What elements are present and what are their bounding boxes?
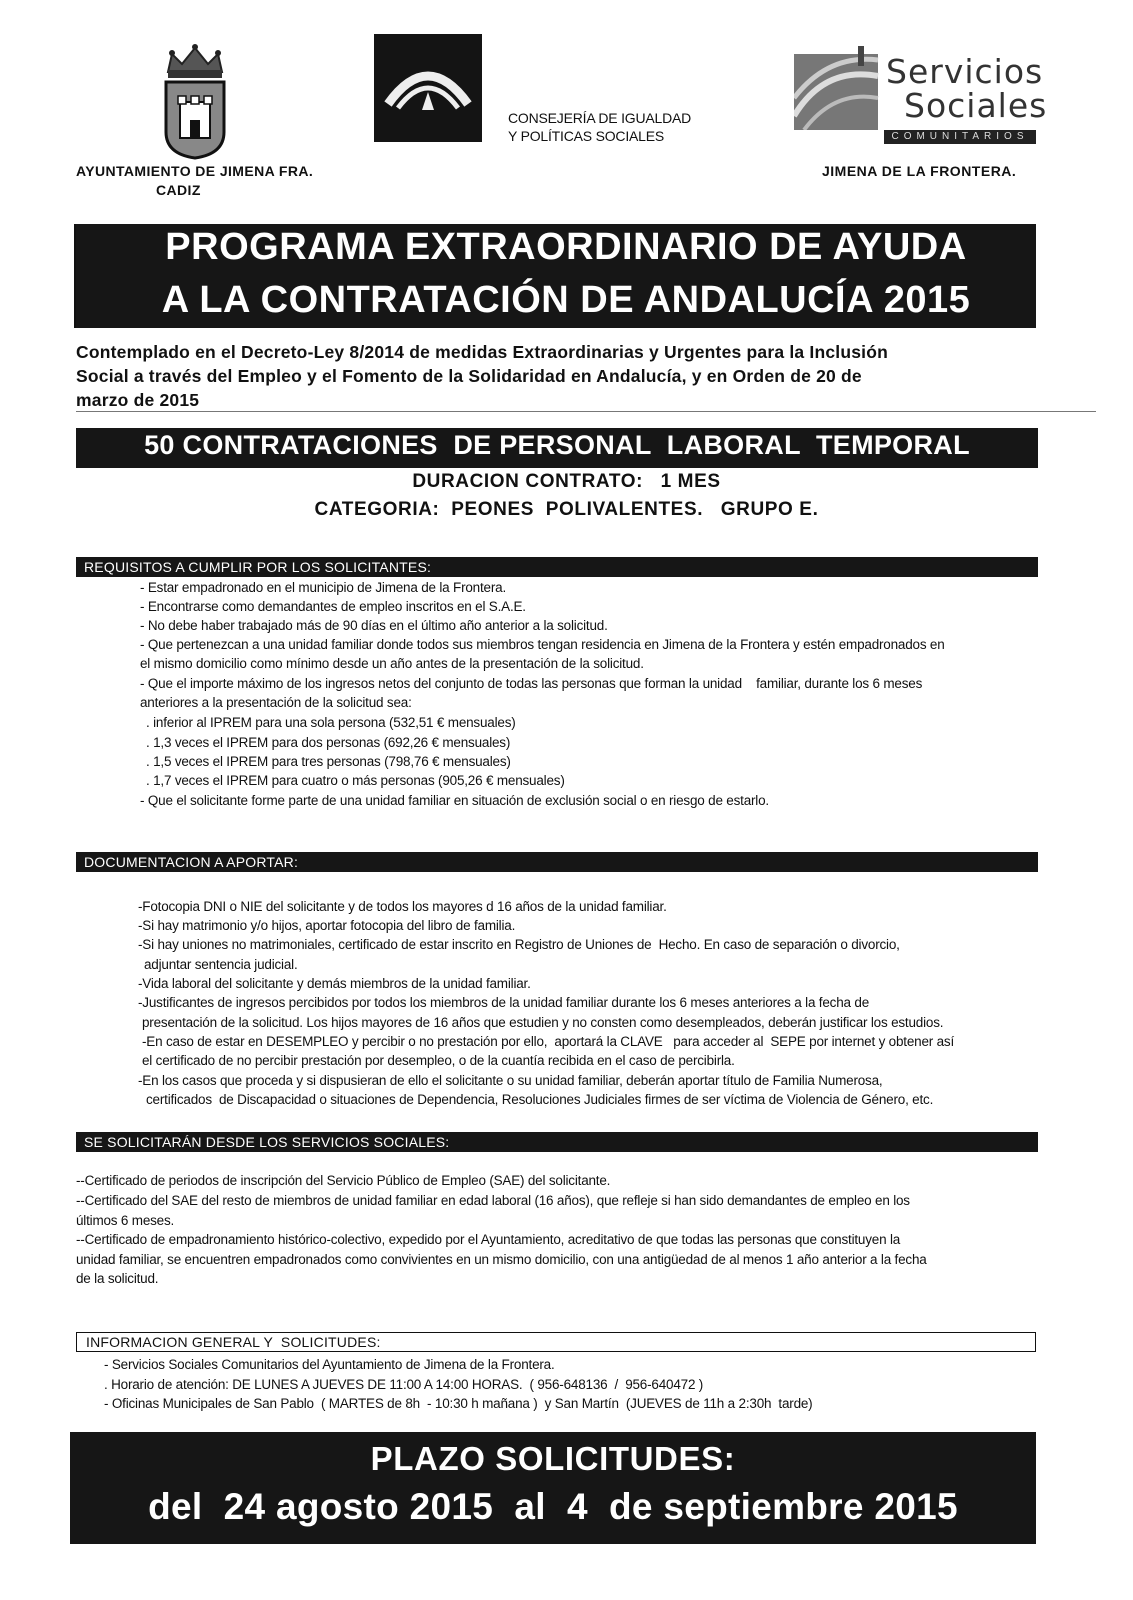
requisito-line: - No debe haber trabajado más de 90 días en el último año anterior a la solicitud. — [140, 618, 608, 633]
requisito-line: - Que el importe máximo de los ingresos netos del conjunto de todas las personas que forman la unidad familiar, durante los 6 meses — [140, 676, 923, 691]
servicios-line: --Certificado del SAE del resto de miembros de unidad familiar en edad laboral (16 años), que refleje si han sido demandantes de empleo en los — [76, 1193, 910, 1208]
documentacion-line: -Si hay matrimonio y/o hijos, aportar fotocopia del libro de familia. — [138, 918, 516, 933]
contract-category: CATEGORIA: PEONES POLIVALENTES. GRUPO E. — [314, 499, 819, 520]
documentacion-line: -Si hay uniones no matrimoniales, certificado de estar inscrito en Registro de Uniones de Hecho. En caso de separación o divorcio, — [138, 937, 900, 952]
plazo-dates: del 24 agosto 2015 al 4 de septiembre 2015 — [148, 1486, 958, 1527]
servicios-sociales-logo — [794, 46, 1048, 148]
intro-divider — [76, 411, 1096, 412]
requisito-line: - Que pertenezcan a una unidad familiar donde todos sus miembros tengan residencia en Jimena de la Frontera y estén empadronados en — [140, 637, 945, 652]
requisitos-heading: REQUISITOS A CUMPLIR POR LOS SOLICITANTES: — [84, 559, 432, 575]
servicios-line: --Certificado de periodos de inscripción del Servicio Público de Empleo (SAE) del solicitante. — [76, 1173, 611, 1188]
informacion-line: - Servicios Sociales Comunitarios del Ayuntamiento de Jimena de la Frontera. — [104, 1357, 555, 1372]
servicios-line: unidad familiar, se encuentren empadronados como convivientes en un mismo domicilio, con una antigüedad de al menos 1 año anterior a la fecha — [76, 1252, 927, 1267]
requisito-line: - Que el solicitante forme parte de una unidad familiar en situación de exclusión social o en riesgo de estarlo. — [140, 793, 769, 808]
servicios-line: de la solicitud. — [76, 1271, 159, 1286]
documentacion-line: -En los casos que proceda y si dispusieran de ello el solicitante o su unidad familiar, deberán aportar título de Familia Numerosa, — [138, 1073, 883, 1088]
servicios-heading: SE SOLICITARÁN DESDE LOS SERVICIOS SOCIALES: — [84, 1134, 450, 1150]
documentacion-line: -Vida laboral del solicitante y demás miembros de la unidad familiar. — [138, 976, 531, 991]
requisito-subitem: . 1,3 veces el IPREM para dos personas (692,26 € mensuales) — [146, 735, 511, 750]
consejeria-name-line2: Y POLÍTICAS SOCIALES — [508, 128, 665, 144]
informacion-heading: INFORMACION GENERAL Y SOLICITUDES: — [86, 1334, 381, 1350]
documentacion-line: -Justificantes de ingresos percibidos por todos los miembros de la unidad familiar durante los 6 meses anteriores a la fecha de — [138, 995, 869, 1010]
requisito-subitem: . 1,7 veces el IPREM para cuatro o más personas (905,26 € mensuales) — [146, 773, 565, 788]
requisito-subitem: . 1,5 veces el IPREM para tres personas (798,76 € mensuales) — [146, 754, 511, 769]
jimena-frontera-name: JIMENA DE LA FRONTERA. — [822, 163, 1017, 179]
page-title-line2: A LA CONTRATACIÓN DE ANDALUCÍA 2015 — [161, 279, 971, 321]
intro-line3: marzo de 2015 — [76, 390, 200, 410]
informacion-line: . Horario de atención: DE LUNES A JUEVES DE 11:00 A 14:00 HORAS. ( 956-648136 / 956-640472 ) — [104, 1377, 704, 1392]
servicios-line: --Certificado de empadronamiento histórico-colectivo, expedido por el Ayuntamiento, acreditativo de que todas las personas que constituyen la — [76, 1232, 901, 1247]
contract-duration: DURACION CONTRATO: 1 MES — [412, 471, 721, 492]
documentacion-line: -En caso de estar en DESEMPLEO y percibir o no prestación por ello, aportará la CLAVE para acceder al SEPE por internet y obtener así — [142, 1034, 955, 1049]
servicios-logo-text-1: Servicios — [886, 52, 1044, 91]
documentacion-line: -Fotocopia DNI o NIE del solicitante y de todos los mayores d 16 años de la unidad familiar. — [138, 899, 667, 914]
page-title-line1: PROGRAMA EXTRAORDINARIO DE AYUDA — [165, 226, 967, 268]
requisito-line: - Encontrarse como demandantes de empleo inscritos en el S.A.E. — [140, 599, 526, 614]
requisito-line: el mismo domicilio como mínimo desde un año antes de la presentación de la solicitud. — [140, 656, 644, 671]
documentacion-line: certificados de Discapacidad o situaciones de Dependencia, Resoluciones Judiciales firmes de ser víctima de Violencia de Género, etc. — [146, 1092, 934, 1107]
documentacion-line: el certificado de no percibir prestación por desempleo, o de la cuantía recibida en el caso de percibirla. — [142, 1053, 735, 1068]
requisito-line: - Estar empadronado en el municipio de Jimena de la Frontera. — [140, 580, 507, 595]
requisito-subitem: . inferior al IPREM para una sola persona (532,51 € mensuales) — [146, 715, 516, 730]
informacion-line: - Oficinas Municipales de San Pablo ( MARTES de 8h - 10:30 h mañana ) y San Martín (JUEVES de 11h a 2:30h tarde) — [104, 1396, 813, 1411]
ayuntamiento-name: AYUNTAMIENTO DE JIMENA FRA. — [76, 163, 314, 179]
intro-line2: Social a través del Empleo y el Fomento de la Solidaridad en Andalucía, y en Orden de 20 de — [76, 366, 862, 386]
documentacion-line: presentación de la solicitud. Los hijos mayores de 16 años que estudien y no consten como desempleados, deberán justificar los estudios. — [142, 1015, 944, 1030]
ayuntamiento-province: CADIZ — [156, 182, 201, 198]
ayuntamiento-crest — [160, 42, 230, 160]
servicios-logo-band: COMUNITARIOS — [884, 130, 1036, 144]
hiring-banner: 50 CONTRATACIONES DE PERSONAL LABORAL TEMPORAL — [144, 430, 970, 460]
intro-line1: Contemplado en el Decreto-Ley 8/2014 de medidas Extraordinarias y Urgentes para la Inclusión — [76, 342, 889, 362]
servicios-line: últimos 6 meses. — [76, 1213, 175, 1228]
plazo-title: PLAZO SOLICITUDES: — [370, 1440, 736, 1477]
consejeria-name-line1: CONSEJERÍA DE IGUALDAD — [508, 110, 692, 126]
documentacion-line: adjuntar sentencia judicial. — [144, 957, 298, 972]
servicios-logo-text-2: Sociales — [904, 86, 1048, 125]
junta-andalucia-logo — [374, 34, 482, 142]
requisito-line: anteriores a la presentación de la solicitud sea: — [140, 695, 412, 710]
documentacion-heading: DOCUMENTACION A APORTAR: — [84, 854, 299, 870]
